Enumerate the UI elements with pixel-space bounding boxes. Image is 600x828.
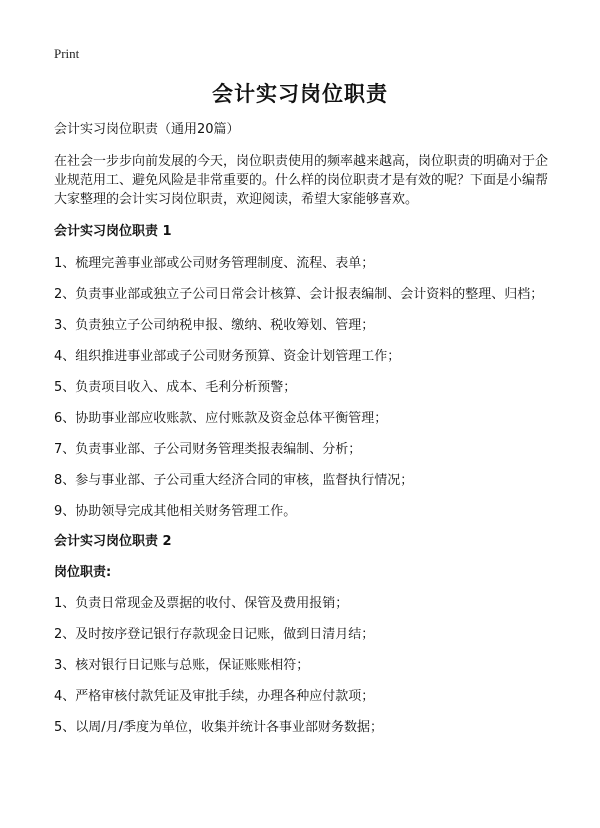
section-2 [54, 533, 548, 737]
list-item: 5、以周/月/季度为单位，收集并统计各事业部财务数据； [54, 720, 384, 735]
list-item: 5、负责项目收入、成本、毛利分析预警； [54, 380, 297, 395]
list-item: 8、参与事业部、子公司重大经济合同的审核，监督执行情况； [54, 473, 414, 488]
document-subtitle: 会计实习岗位职责（通用20篇） [54, 122, 240, 137]
list-item: 7、负责事业部、子公司财务管理类报表编制、分析； [54, 442, 362, 457]
list-item: 3、负责独立子公司纳税申报、缴纳、税收筹划、管理； [54, 318, 375, 333]
section-1 [54, 223, 548, 521]
list-item: 1、梳理完善事业部或公司财务管理制度、流程、表单； [54, 256, 375, 271]
page-title: 会计实习岗位职责 [212, 82, 388, 106]
section-subheading: 岗位职责: [54, 565, 112, 580]
list-item: 3、核对银行日记账与总账，保证账账相符； [54, 658, 310, 673]
document-body [54, 121, 548, 749]
intro-paragraph: 在社会一步步向前发展的今天，岗位职责使用的频率越来越高，岗位职责的明确对于企业规范用工、避免风险是非常重要的。什么样的岗位职责才是有效的呢？下面是小编帮大家整理的会计实习岗位职责，欢迎阅读，希望大家能够喜欢。 [54, 154, 549, 207]
list-item: 6、协助事业部应收账款、应付账款及资金总体平衡管理； [54, 411, 388, 426]
section-heading: 会计实习岗位职责 2 [54, 534, 172, 549]
list-item: 4、严格审核付款凭证及审批手续，办理各种应付款项； [54, 689, 375, 704]
list-item: 9、协助领导完成其他相关财务管理工作。 [54, 504, 297, 519]
section-heading: 会计实习岗位职责 1 [54, 224, 172, 239]
print-label: Print [54, 46, 80, 61]
list-item: 1、负责日常现金及票据的收付、保管及费用报销； [54, 596, 349, 611]
list-item: 4、组织推进事业部或子公司财务预算、资金计划管理工作； [54, 349, 401, 364]
list-item: 2、负责事业部或独立子公司日常会计核算、会计报表编制、会计资料的整理、归档； [54, 287, 544, 302]
list-item: 2、及时按序登记银行存款现金日记账，做到日清月结； [54, 627, 375, 642]
